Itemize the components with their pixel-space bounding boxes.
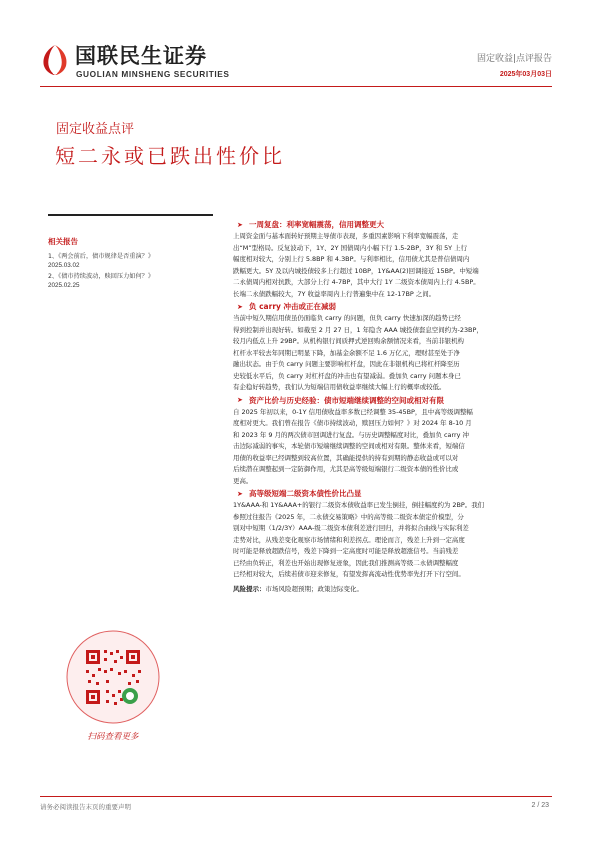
report-date: 2025年03月03日 — [499, 71, 552, 78]
section-heading — [237, 300, 553, 313]
related-reports-title: 相关报告 — [48, 237, 78, 246]
report-subtitle: 固定收益点评 — [56, 122, 135, 137]
report-body — [233, 218, 553, 595]
report-category-tag: 固定收益|点评报告 — [476, 54, 552, 64]
section-paragraph: 上周资金面与基本面转好预期主导债市表现，多重因素影响下利率宽幅震荡，走 出“M”型格局。反复波动下，1Y、2Y 国债周内小幅下行 1.5-2BP，3Y 和 5Y 上行 幅度相对较大，分别上行 5.8BP 和 4.3BP。与利率相比，信用债尤其是普信债周内 跌幅更大。5Y 及以内城投债较多上行超过 10BP，1Y&AA(2)回调接近 15BP。中短端 二永债周内相对抗跌，大部分上行 4-7BP，其中大行 1Y 二级资本债周内上行 4.5BP。 长端二永债跌幅较大，7Y 收益率周内上行普遍集中在 12-17BP 之间。 — [233, 232, 480, 298]
risk-warning-label: 风险提示： — [233, 584, 266, 593]
arrow-icon: ➤ — [237, 489, 243, 498]
company-logo — [40, 44, 240, 78]
section-heading-text: 高等级短端二级资本债性价比凸显 — [249, 489, 362, 498]
qr-caption: 扫码查看更多 — [87, 732, 139, 742]
logo-english-name: GUOLIAN MINSHENG SECURITIES — [76, 69, 230, 79]
page-number: 2 / 23 — [531, 802, 549, 809]
header-divider — [40, 86, 552, 87]
risk-warning-text: 市场风险超预期；政策边际变化。 — [265, 584, 363, 593]
section-paragraph: 自 2025 年初以来，0-1Y 信用债收益率多数已经调整 35-45BP，且中高等级调整幅 度相对更大。我们曾在报告《债市持续波动，赎回压力如何？》对 2024 年 8-10 月 和 2023 年 9 月的两次债市回调进行复盘。与历史调整幅度对比，叠加负 carry 冲 击边际减弱的事实，本轮债市短端继续调整的空间或相对有限。整体来看，短端信 用债的收益率已经调整到较高位置，其确能提供的持有到期的静态收益或可以对 后续潜在调整起到一定防御作用，尤其是高等级短端银行二级资本债的性价比或 更高。 — [233, 407, 473, 485]
footer-divider — [40, 796, 552, 797]
arrow-icon: ➤ — [237, 220, 243, 229]
section-heading — [237, 394, 553, 407]
related-report-link[interactable]: 2、《债市持续波动，赎回压力如何？》 — [48, 273, 155, 280]
section-heading — [237, 487, 553, 500]
related-report-date: 2025.02.25 — [48, 282, 80, 289]
related-reports — [48, 236, 218, 292]
related-report-link[interactable]: 1、《两会前后，债市规律是否重演？》 — [48, 253, 155, 260]
section-paragraph: 1Y&AAA-和 1Y&AAA+的银行二级资本债收益率已发生倒挂，倒挂幅度约为 2BP。我们 参照过往报告《2025 年，二永债交易策略》中的高等级二级资本债定价模型，分 别对中短期（1/2/3Y）AAA-级二级资本债利差进行回归，并将拟合曲线与实际利差 走势对比，从残差变化观察市场情绪和利差拐点。理论而言，残差上升到一定高度 时可能是释放超跌信号，残差下降到一定高度时可能是释放超涨信号。当前残差 已经由负转正，利差也开始出现修复迹象，因此我们推测高等级二永债调整幅度 已经相对较大，后续若债市迎来修复，有望发挥高流动性优势率先打开下行空间。 — [233, 501, 485, 578]
logo-emblem-icon — [40, 44, 70, 76]
qr-code-icon[interactable] — [66, 630, 160, 724]
section-heading-text: 一周复盘：利率宽幅震荡，信用调整更大 — [249, 220, 384, 229]
related-report-date: 2025.03.02 — [48, 262, 80, 269]
section-heading-text: 资产比价与历史经验：债市短端继续调整的空间或相对有限 — [249, 395, 444, 405]
logo-chinese-name: 国联民生证券 — [75, 44, 207, 68]
risk-warning — [233, 583, 553, 595]
section-heading-text: 负 carry 冲击或正在减弱 — [249, 302, 337, 311]
footer-disclaimer: 请务必阅读报告末页的重要声明 — [40, 803, 131, 811]
qr-code-block — [58, 630, 168, 745]
section-heading — [237, 218, 553, 231]
arrow-icon: ➤ — [237, 302, 243, 311]
report-title: 短二永或已跌出性价比 — [55, 144, 285, 168]
arrow-icon: ➤ — [237, 396, 243, 404]
section-paragraph: 当前中短久期信用债虽仍面临负 carry 的问题，但负 carry 快速加深的趋势已经 得到控制并出现好转。如截至 2 月 27 日，1 年隐含 AAA 城投债套息空间约为-23BP， 较月内低点上升 29BP。从机构银行间质押式逆回购余额情况来看，当前非银机构 杠杆水平较去年同期已明显下降，加基金余额不足 1.6 万亿元，理财甚至处于净 融出状态。由于负 carry 问题主要影响杠杆盘，因此在非银机构已将杠杆降至历 史较低水平后，负 carry 对杠杆盘的冲击也有望减弱。叠加负 carry 问题本身已 有企稳好转趋势，我们认为短端信用债收益率继续大幅上行的概率或较低。 — [233, 314, 483, 391]
sidebar-divider — [48, 214, 213, 216]
